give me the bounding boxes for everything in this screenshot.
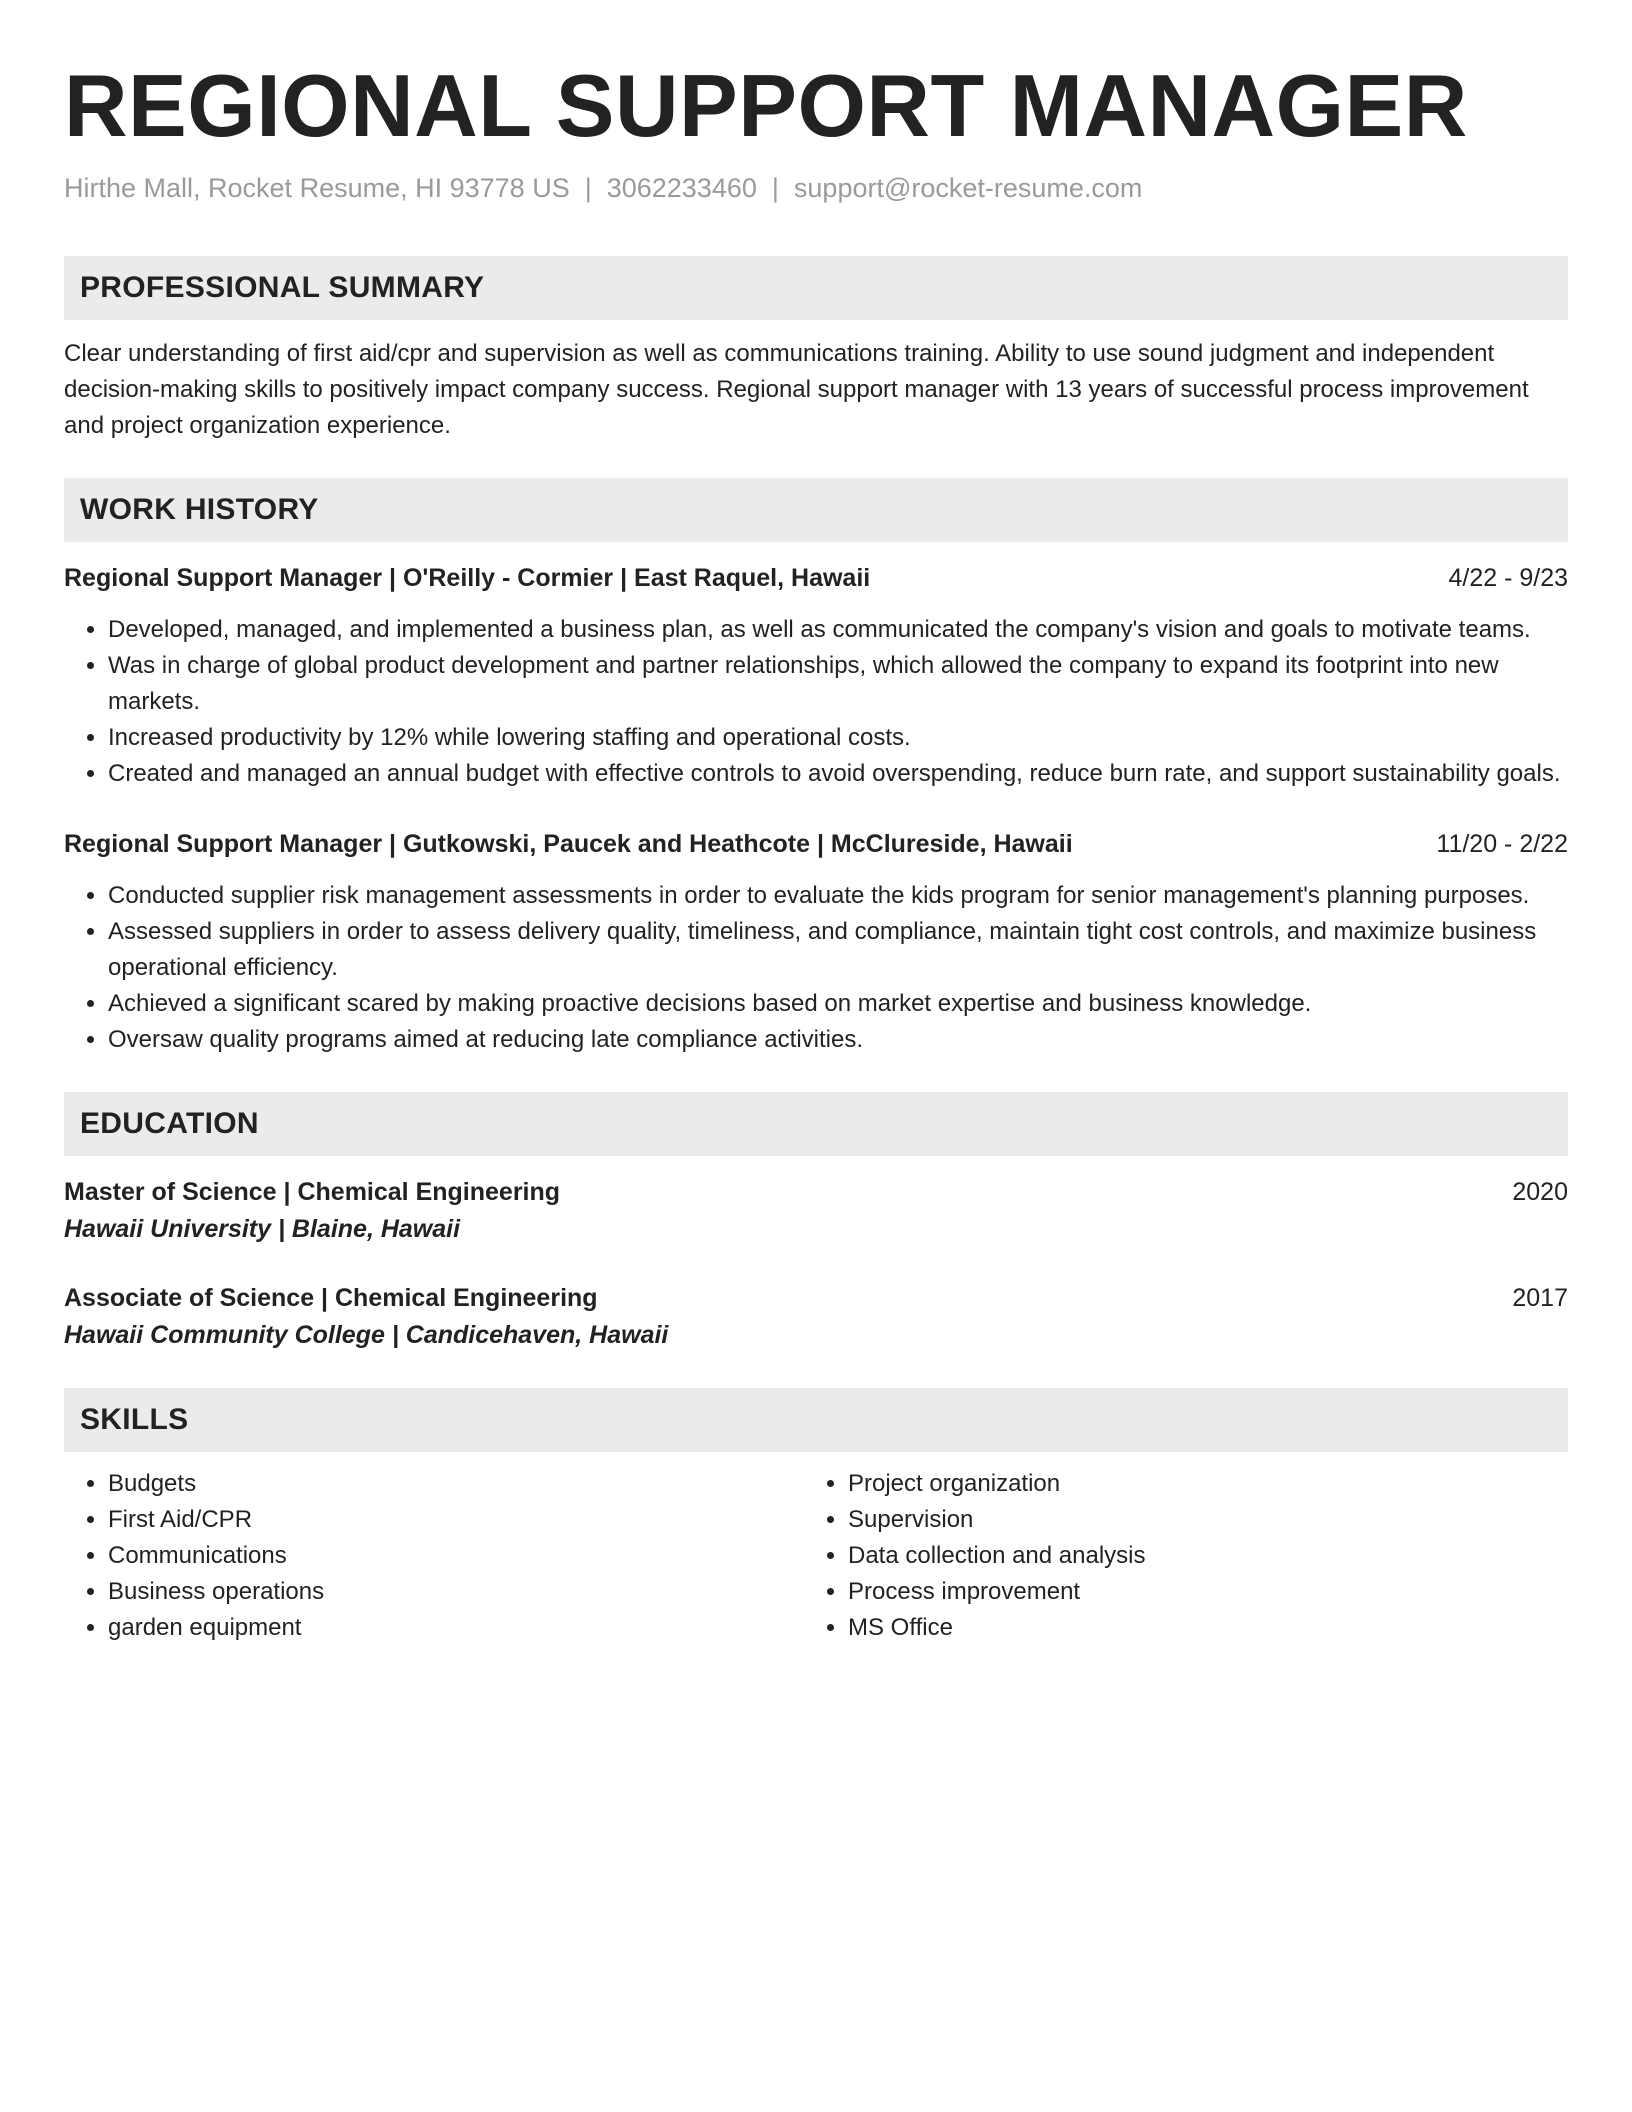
section-heading-work: WORK HISTORY	[64, 478, 1568, 542]
skill-item: • Business operations	[108, 1574, 804, 1610]
job-bullet: • Oversaw quality programs aimed at reducing late compliance activities.	[108, 1022, 1568, 1058]
education-year: 2020	[1512, 1178, 1568, 1206]
education-school: Hawaii University | Blaine, Hawaii	[64, 1215, 461, 1243]
skill-item: • MS Office	[848, 1610, 1544, 1646]
skill-item: • Data collection and analysis	[848, 1538, 1544, 1574]
education-year: 2017	[1512, 1284, 1568, 1312]
skills-list-left	[64, 1466, 804, 1646]
resume-name: REGIONAL SUPPORT MANAGER	[64, 56, 1468, 155]
contact-separator: |	[771, 173, 779, 203]
job-bullet: • Created and managed an annual budget with effective controls to avoid overspending, reduce burn rate, and support sustainability goals.	[108, 756, 1568, 792]
job-bullets	[64, 612, 1568, 792]
skills-list-right	[804, 1466, 1544, 1646]
contact-separator: |	[584, 173, 592, 203]
job-bullet: • Achieved a significant scared by making proactive decisions based on market expertise and business knowledge.	[108, 986, 1568, 1022]
contact-email: support@rocket-resume.com	[793, 173, 1143, 203]
job-header	[64, 560, 1568, 596]
skill-item: • First Aid/CPR	[108, 1502, 804, 1538]
education-entry	[64, 1174, 1568, 1248]
section-heading-summary: PROFESSIONAL SUMMARY	[64, 256, 1568, 320]
education-header	[64, 1174, 1568, 1210]
job-bullets	[64, 878, 1568, 1058]
job-header	[64, 826, 1568, 862]
job-title-line: Regional Support Manager | Gutkowski, Paucek and Heathcote | McClureside, Hawaii	[64, 830, 1073, 858]
section-heading-education: EDUCATION	[64, 1092, 1568, 1156]
contact-phone: 3062233460	[606, 173, 757, 203]
section-heading-skills: SKILLS	[64, 1388, 1568, 1452]
skills-columns	[64, 1466, 1568, 1646]
education-header	[64, 1280, 1568, 1316]
job-entry	[64, 560, 1568, 792]
job-dates: 11/20 - 2/22	[1436, 830, 1568, 858]
skill-item: • Project organization	[848, 1466, 1544, 1502]
skill-item: • Process improvement	[848, 1574, 1544, 1610]
job-bullet: • Was in charge of global product development and partner relationships, which allowed the company to expand its footprint into new markets.	[108, 648, 1568, 720]
skill-item: • Communications	[108, 1538, 804, 1574]
education-school: Hawaii Community College | Candicehaven, Hawaii	[64, 1321, 669, 1349]
skill-item: • Supervision	[848, 1502, 1544, 1538]
job-dates: 4/22 - 9/23	[1448, 564, 1568, 592]
skill-item: • Budgets	[108, 1466, 804, 1502]
education-degree: Master of Science | Chemical Engineering	[64, 1178, 561, 1206]
job-bullet: • Developed, managed, and implemented a business plan, as well as communicated the company's vision and goals to motivate teams.	[108, 612, 1568, 648]
job-bullet: • Increased productivity by 12% while lowering staffing and operational costs.	[108, 720, 1568, 756]
summary-text: Clear understanding of first aid/cpr and supervision as well as communications training. Ability to use sound judgment and independent decision-making skills to positively impact company success. Regional support manager with 13 years of successful process improvement and project organization experience.	[64, 340, 1529, 439]
skill-item: • garden equipment	[108, 1610, 804, 1646]
contact-line	[64, 170, 1568, 206]
job-title-line: Regional Support Manager | O'Reilly - Cormier | East Raquel, Hawaii	[64, 564, 871, 592]
contact-address: Hirthe Mall, Rocket Resume, HI 93778 US	[64, 173, 570, 203]
job-entry	[64, 826, 1568, 1058]
job-bullet: • Conducted supplier risk management assessments in order to evaluate the kids program for senior management's planning purposes.	[108, 878, 1568, 914]
job-bullet: • Assessed suppliers in order to assess delivery quality, timeliness, and compliance, maintain tight cost controls, and maximize business operational efficiency.	[108, 914, 1568, 986]
education-entry	[64, 1280, 1568, 1354]
education-degree: Associate of Science | Chemical Engineering	[64, 1284, 598, 1312]
